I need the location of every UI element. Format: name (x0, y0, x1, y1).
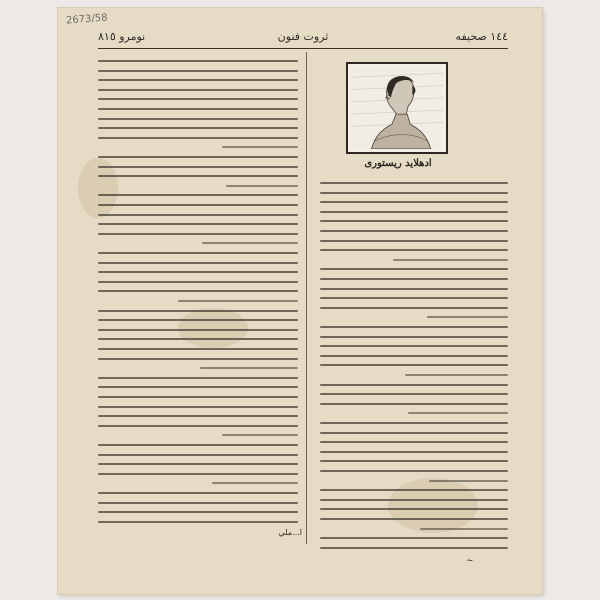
issue-number: نومرو ٨١٥ (98, 30, 146, 43)
portrait-engraving (346, 62, 448, 154)
text-line (427, 316, 508, 318)
text-line (320, 451, 508, 453)
text-line (98, 118, 298, 120)
text-line (320, 336, 508, 338)
text-line (320, 268, 508, 270)
text-line (98, 137, 298, 139)
text-line (98, 70, 298, 72)
text-line (98, 156, 298, 158)
text-line (98, 377, 298, 379)
text-line (320, 220, 508, 222)
text-line (320, 192, 508, 194)
text-line (320, 288, 508, 290)
page-number: ١٤٤ صحيفه (455, 30, 508, 43)
text-line (98, 60, 298, 62)
text-line (320, 441, 508, 443)
text-line (98, 319, 298, 321)
text-line (320, 297, 508, 299)
text-line (320, 537, 508, 539)
text-line (320, 240, 508, 242)
text-line (98, 358, 298, 360)
text-line (98, 492, 298, 494)
text-line (178, 300, 298, 302)
text-line (320, 249, 508, 251)
text-line (320, 278, 508, 280)
text-line (320, 384, 508, 386)
text-line (98, 127, 298, 129)
paper-stain (388, 478, 478, 533)
text-line (222, 146, 298, 148)
text-line (320, 211, 508, 213)
text-line (98, 290, 298, 292)
text-line (98, 348, 298, 350)
text-line (320, 355, 508, 357)
text-line (320, 403, 508, 405)
text-line (320, 460, 508, 462)
text-line (320, 182, 508, 184)
author-signature: ا...ملي (278, 528, 302, 537)
text-line (320, 364, 508, 366)
text-line (98, 425, 298, 427)
text-line (98, 233, 298, 235)
text-line (98, 454, 298, 456)
text-line (320, 518, 508, 520)
portrait-caption: ادهلايد ریستوری (364, 158, 432, 169)
text-line (98, 204, 298, 206)
text-line (98, 310, 298, 312)
text-line (98, 214, 298, 216)
text-line (320, 201, 508, 203)
archive-pencil-mark: 2673/58 (65, 12, 108, 27)
text-line (320, 489, 508, 491)
text-line (98, 502, 298, 504)
text-line (98, 396, 298, 398)
text-line (98, 271, 298, 273)
text-line (98, 463, 298, 465)
text-line (200, 367, 298, 369)
text-line (429, 480, 508, 482)
woman-portrait-image (351, 67, 443, 149)
text-line (98, 166, 298, 168)
text-line (98, 521, 298, 523)
text-line (408, 412, 508, 414)
text-line (320, 307, 508, 309)
text-line (98, 79, 298, 81)
text-line (98, 511, 298, 513)
text-line (420, 528, 508, 530)
text-line (98, 415, 298, 417)
header-rule (98, 48, 508, 49)
text-line (98, 473, 298, 475)
text-line (98, 252, 298, 254)
journal-title: ثروت فنون (277, 30, 329, 43)
text-line (320, 422, 508, 424)
text-line (320, 499, 508, 501)
text-line (98, 98, 298, 100)
text-line (393, 259, 508, 261)
newspaper-page (58, 8, 542, 594)
text-line (226, 185, 298, 187)
text-line (98, 194, 298, 196)
text-line (98, 406, 298, 408)
text-line (222, 434, 298, 436)
text-line (320, 393, 508, 395)
text-line (98, 329, 298, 331)
text-line (405, 374, 508, 376)
text-line (98, 386, 298, 388)
text-line (320, 230, 508, 232)
text-line (98, 444, 298, 446)
text-line (98, 89, 298, 91)
closing-ornament: ~ (466, 556, 474, 566)
text-line (320, 547, 508, 549)
text-line (98, 281, 298, 283)
text-line (98, 108, 298, 110)
text-line (98, 175, 298, 177)
text-line (98, 262, 298, 264)
text-line (320, 326, 508, 328)
text-line (98, 223, 298, 225)
page-masthead (98, 30, 508, 48)
text-line (320, 432, 508, 434)
text-line (320, 345, 508, 347)
text-line (212, 482, 298, 484)
text-line (202, 242, 298, 244)
text-line (320, 470, 508, 472)
column-divider (306, 52, 307, 544)
